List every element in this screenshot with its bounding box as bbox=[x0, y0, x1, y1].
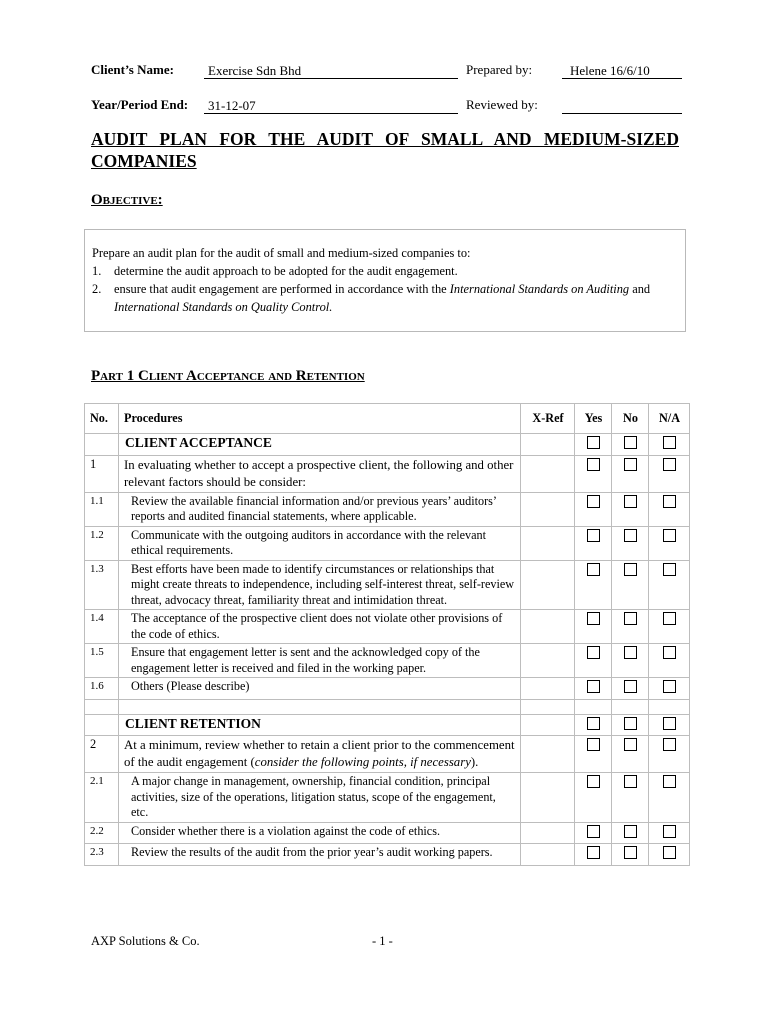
blank-row bbox=[85, 699, 690, 714]
period-end-label: Year/Period End: bbox=[91, 97, 189, 112]
section-heading-acceptance: CLIENT ACCEPTANCE bbox=[119, 434, 521, 456]
na-checkbox[interactable] bbox=[663, 717, 676, 730]
yes-checkbox[interactable] bbox=[587, 846, 600, 859]
section-heading-retention: CLIENT RETENTION bbox=[119, 714, 521, 736]
col-header-yes: Yes bbox=[575, 404, 612, 434]
part1-heading: Part 1 Client Acceptance and Retention bbox=[91, 368, 365, 384]
no-checkbox[interactable] bbox=[624, 612, 637, 625]
no-checkbox[interactable] bbox=[624, 775, 637, 788]
section-row bbox=[85, 714, 690, 736]
no-checkbox[interactable] bbox=[624, 646, 637, 659]
yes-checkbox[interactable] bbox=[587, 738, 600, 751]
na-checkbox[interactable] bbox=[663, 495, 676, 508]
table-row: 1.4 The acceptance of the prospective client does not violate other provisions of the code of ethics. bbox=[85, 610, 690, 644]
col-header-xref: X-Ref bbox=[521, 404, 575, 434]
period-end-field[interactable]: 31-12-07 bbox=[204, 97, 458, 114]
no-checkbox[interactable] bbox=[624, 680, 637, 693]
prepared-by-field[interactable]: Helene 16/6/10 bbox=[562, 62, 682, 79]
objective-heading: Objective: bbox=[91, 192, 163, 208]
yes-checkbox[interactable] bbox=[587, 612, 600, 625]
table-row: 1.2 Communicate with the outgoing auditors in accordance with the relevant ethical requirements. bbox=[85, 526, 690, 560]
col-header-na: N/A bbox=[649, 404, 690, 434]
na-checkbox[interactable] bbox=[663, 563, 676, 576]
yes-checkbox[interactable] bbox=[587, 646, 600, 659]
yes-checkbox[interactable] bbox=[587, 825, 600, 838]
table-row: 2 At a minimum, review whether to retain a client prior to the commencement of the audit engagement (consider the following points, if necessary). bbox=[85, 736, 690, 773]
na-checkbox[interactable] bbox=[663, 436, 676, 449]
na-checkbox[interactable] bbox=[663, 825, 676, 838]
yes-checkbox[interactable] bbox=[587, 775, 600, 788]
table-row: 1.5 Ensure that engagement letter is sent and the acknowledged copy of the engagement letter is received and filed in the working paper. bbox=[85, 644, 690, 678]
no-checkbox[interactable] bbox=[624, 495, 637, 508]
col-header-no-answer: No bbox=[612, 404, 649, 434]
objective-box bbox=[84, 229, 686, 332]
footer-company: AXP Solutions & Co. bbox=[91, 934, 200, 948]
client-name-field[interactable]: Exercise Sdn Bhd bbox=[204, 62, 458, 79]
no-checkbox[interactable] bbox=[624, 563, 637, 576]
na-checkbox[interactable] bbox=[663, 646, 676, 659]
table-row: 2.2 Consider whether there is a violation against the code of ethics. bbox=[85, 822, 690, 844]
table-row: 1 In evaluating whether to accept a prospective client, the following and other relevant factors should be consider: bbox=[85, 455, 690, 492]
na-checkbox[interactable] bbox=[663, 612, 676, 625]
no-checkbox[interactable] bbox=[624, 846, 637, 859]
section-row bbox=[85, 434, 690, 456]
objective-item: 2. ensure that audit engagement are performed in accordance with the International Standards on Auditing and International Standards on Quality Control. bbox=[92, 282, 651, 314]
na-checkbox[interactable] bbox=[663, 529, 676, 542]
no-checkbox[interactable] bbox=[624, 738, 637, 751]
table-header-row bbox=[85, 404, 690, 434]
footer-page-number: - 1 - bbox=[372, 934, 393, 948]
table-row: 2.1 A major change in management, ownership, financial condition, principal activities, size of the operations, litigation status, scope of the engagement, etc. bbox=[85, 773, 690, 823]
no-checkbox[interactable] bbox=[624, 458, 637, 471]
yes-checkbox[interactable] bbox=[587, 495, 600, 508]
page-title: AUDIT PLAN FOR THE AUDIT OF SMALL AND MEDIUM-SIZED COMPANIES bbox=[91, 129, 679, 171]
no-checkbox[interactable] bbox=[624, 529, 637, 542]
prepared-by-label: Prepared by: bbox=[466, 62, 533, 77]
table-row: 1.3 Best efforts have been made to identify circumstances or relationships that might create threats to independence, including self-interest threat, self-review threat, advocacy threat, familiarity threat and intimidation threat. bbox=[85, 560, 690, 610]
yes-checkbox[interactable] bbox=[587, 529, 600, 542]
table-row: 1.1 Review the available financial information and/or previous years’ auditors’ reports and audited financial statements, where applicable. bbox=[85, 492, 690, 526]
procedures-table bbox=[84, 403, 690, 866]
table-row: 1.6 Others (Please describe) bbox=[85, 678, 690, 700]
yes-checkbox[interactable] bbox=[587, 458, 600, 471]
yes-checkbox[interactable] bbox=[587, 436, 600, 449]
na-checkbox[interactable] bbox=[663, 458, 676, 471]
client-name-label: Client’s Name: bbox=[91, 62, 174, 77]
table-row: 2.3 Review the results of the audit from the prior year’s audit working papers. bbox=[85, 844, 690, 866]
na-checkbox[interactable] bbox=[663, 775, 676, 788]
na-checkbox[interactable] bbox=[663, 738, 676, 751]
col-header-no: No. bbox=[85, 404, 119, 434]
yes-checkbox[interactable] bbox=[587, 563, 600, 576]
reviewed-by-field[interactable] bbox=[562, 97, 682, 114]
no-checkbox[interactable] bbox=[624, 436, 637, 449]
no-checkbox[interactable] bbox=[624, 717, 637, 730]
col-header-procedures: Procedures bbox=[119, 404, 521, 434]
objective-item: 1. determine the audit approach to be adopted for the audit engagement. bbox=[92, 264, 458, 278]
na-checkbox[interactable] bbox=[663, 846, 676, 859]
yes-checkbox[interactable] bbox=[587, 717, 600, 730]
reviewed-by-label: Reviewed by: bbox=[466, 97, 538, 112]
no-checkbox[interactable] bbox=[624, 825, 637, 838]
na-checkbox[interactable] bbox=[663, 680, 676, 693]
yes-checkbox[interactable] bbox=[587, 680, 600, 693]
objective-intro: Prepare an audit plan for the audit of small and medium-sized companies to: bbox=[92, 246, 471, 260]
